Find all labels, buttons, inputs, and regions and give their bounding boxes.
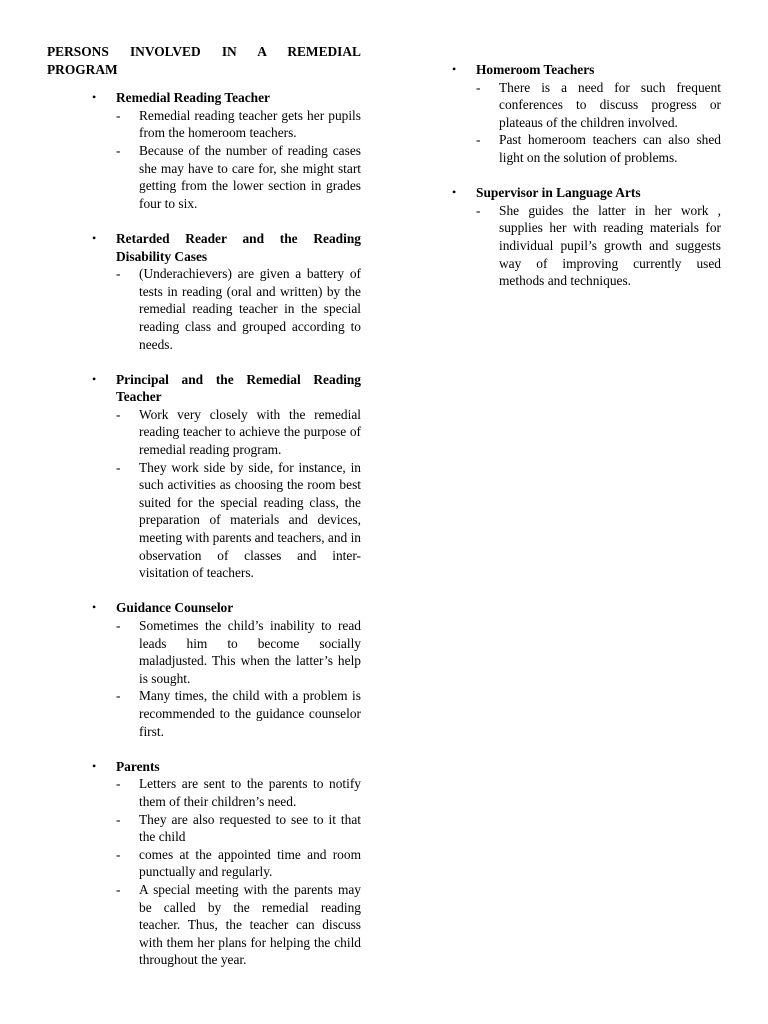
list-item bbox=[476, 79, 721, 132]
dash-icon: - bbox=[116, 618, 121, 633]
dash-icon: - bbox=[476, 132, 481, 148]
section-remedial-reading-teacher bbox=[47, 89, 361, 212]
section-heading: Supervisor in Language Arts bbox=[476, 185, 641, 201]
list-item bbox=[476, 131, 721, 166]
bullet-icon: • bbox=[92, 758, 97, 773]
bullet-icon: • bbox=[92, 90, 97, 105]
section-points bbox=[476, 202, 721, 290]
list-item bbox=[116, 811, 361, 846]
dash-icon: - bbox=[116, 459, 121, 475]
section-heading: Parents bbox=[116, 758, 160, 774]
point-text: Because of the number of reading cases she may have to care for, she might start getting from the lower section in grades four to six. bbox=[139, 142, 361, 211]
section-heading: Retarded Reader and the Reading Disability Cases bbox=[116, 230, 361, 264]
point-text: Sometimes the child’s inability to read leads him to become socially maladjusted. This when the latter’s help is sought. bbox=[139, 618, 361, 686]
list-item bbox=[116, 687, 361, 740]
section-heading: Remedial Reading Teacher bbox=[116, 90, 270, 106]
section-supervisor-language-arts bbox=[452, 184, 721, 290]
left-column bbox=[47, 43, 361, 986]
point-text: Past homeroom teachers can also shed light on the solution of problems. bbox=[499, 132, 721, 165]
list-item bbox=[116, 107, 361, 142]
list-item bbox=[116, 142, 361, 212]
bullet-icon: • bbox=[92, 371, 97, 386]
right-section-list bbox=[452, 61, 721, 290]
point-text: They are also requested to see to it that the child bbox=[139, 811, 361, 845]
dash-icon: - bbox=[116, 142, 121, 158]
list-item bbox=[116, 459, 361, 582]
dash-icon: - bbox=[116, 107, 121, 123]
section-heading: Principal and the Remedial Reading Teacher bbox=[116, 371, 361, 405]
list-item bbox=[116, 617, 361, 687]
section-points bbox=[116, 617, 361, 740]
section-retarded-reader bbox=[47, 230, 361, 353]
section-principal bbox=[47, 371, 361, 582]
point-text: A special meeting with the parents may be called by the remedial reading teacher. Thus, the teacher can discuss with them her plans for helping the child throughout the year. bbox=[139, 881, 361, 968]
dash-icon: - bbox=[116, 266, 121, 282]
list-item bbox=[116, 881, 361, 969]
dash-icon: - bbox=[116, 406, 121, 422]
point-text: Many times, the child with a problem is recommended to the guidance counselor first. bbox=[139, 688, 361, 739]
bullet-icon: • bbox=[92, 600, 97, 615]
dash-icon: - bbox=[476, 79, 481, 95]
list-item bbox=[476, 202, 721, 290]
point-text: Remedial reading teacher gets her pupils from the homeroom teachers. bbox=[139, 107, 361, 141]
list-item bbox=[116, 775, 361, 810]
list-item bbox=[116, 846, 361, 881]
section-heading: Guidance Counselor bbox=[116, 600, 234, 616]
dash-icon: - bbox=[116, 846, 121, 862]
section-heading: Homeroom Teachers bbox=[476, 62, 595, 77]
section-points bbox=[116, 406, 361, 582]
document-title: PERSONS INVOLVED IN A REMEDIAL PROGRAM bbox=[47, 44, 361, 77]
section-points bbox=[116, 107, 361, 213]
dash-icon: - bbox=[116, 881, 121, 897]
dash-icon: - bbox=[116, 811, 121, 827]
section-points bbox=[116, 265, 361, 353]
point-text: There is a need for such frequent conferences to discuss progress or plateaus of the children involved. bbox=[499, 79, 721, 130]
list-item bbox=[116, 265, 361, 353]
dash-icon: - bbox=[116, 688, 121, 704]
dash-icon: - bbox=[476, 202, 481, 218]
list-item bbox=[116, 406, 361, 459]
right-column bbox=[452, 61, 721, 307]
section-homeroom-teachers bbox=[452, 61, 721, 167]
section-points bbox=[476, 79, 721, 167]
point-text: Letters are sent to the parents to notify them of their children’s need. bbox=[139, 776, 361, 809]
point-text: They work side by side, for instance, in such activities as choosing the room best suited for the special reading class, the preparation of materials and devices, meeting with parents and teachers, and in observation of classes and inter-visitation of teachers. bbox=[139, 459, 361, 581]
section-parents bbox=[47, 758, 361, 969]
point-text: comes at the appointed time and room punctually and regularly. bbox=[139, 846, 361, 880]
section-guidance-counselor bbox=[47, 599, 361, 740]
point-text: Work very closely with the remedial reading teacher to achieve the purpose of remedial reading program. bbox=[139, 406, 361, 458]
point-text: (Underachievers) are given a battery of tests in reading (oral and written) by the remedial reading teacher in the special reading class and grouped according to needs. bbox=[139, 266, 361, 352]
left-section-list bbox=[47, 89, 361, 969]
point-text: She guides the latter in her work , supplies her with reading materials for individual pupil’s growth and suggests way of improving currently used methods and techniques. bbox=[499, 202, 721, 289]
bullet-icon: • bbox=[92, 230, 97, 245]
dash-icon: - bbox=[116, 776, 121, 792]
bullet-icon: • bbox=[452, 62, 457, 76]
section-points bbox=[116, 775, 361, 969]
bullet-icon: • bbox=[452, 185, 457, 200]
